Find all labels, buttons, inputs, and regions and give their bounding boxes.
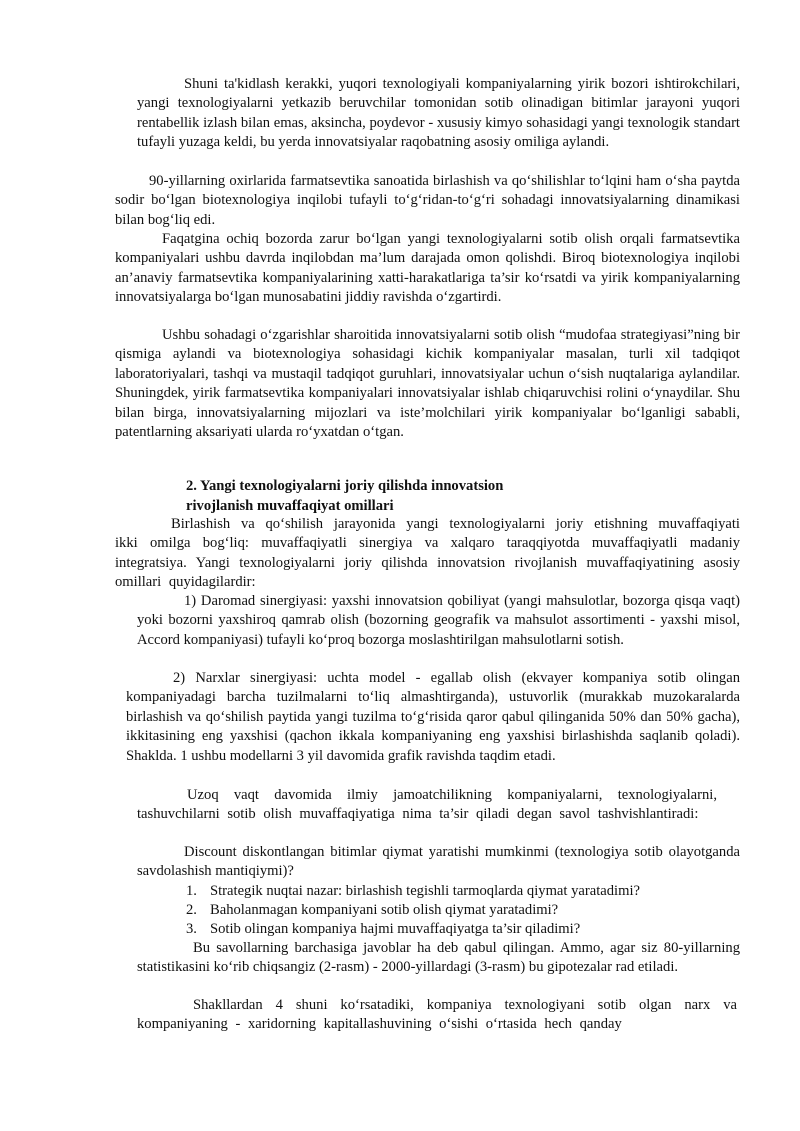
section-heading-line-2: rivojlanish muvaffaqiyat omillari xyxy=(186,498,394,514)
question-text: Sotib olingan kompaniya hajmi muvaffaqiyatga ta’sir qiladimi? xyxy=(210,921,581,937)
paragraph-scientific-question: Uzoq vaqt davomida ilmiy jamoatchilikning kompaniyalarni, texnologiyalarni, tashuvchilarni sotib olish muvaffaqiyatiga nima ta’sir qiladi degan savol tashvishlantiradi: xyxy=(137,787,717,823)
section-heading-line-1: 2. Yangi texnologiyalarni joriy qilishda innovatsion xyxy=(186,478,504,494)
question-number: 2. xyxy=(186,902,197,918)
question-item-strategic xyxy=(186,882,640,901)
paragraph-success-factors-intro: Birlashish va qo‘shilish jarayonida yangi texnologiyalarni joriy etishning muvaffaqiyati ikki omilga bog‘liq: muvaffaqiyatli sinergiya va xalqaro taraqqiyotda muvaffaqiyatli madaniy integratsiya. Yangi texnologiyalarni joriy qilishda innovatsion rivojlanish muvaffaqiyatining asosiy omillari quyidagilardir: xyxy=(115,516,740,591)
paragraph-figure-4-findings: Shakllardan 4 shuni ko‘rsatadiki, kompaniya texnologiyani sotib olgan narx va kompaniyaning - xaridorning kapitallashuvining o‘sishi o‘rtasida hech qanday xyxy=(137,997,737,1033)
paragraph-pharma-mergers: 90-yillarning oxirlarida farmatsevtika sanoatida birlashish va qo‘shilishlar to‘lqini ham o‘sha paytda sodir bo‘lgan biotexnologiya inqilobi tufayli to‘g‘ridan-to‘g‘ri sohadagi innovatsiyalarning dinamikasi bilan bog‘liq edi. xyxy=(115,173,740,228)
question-number: 3. xyxy=(186,921,197,937)
question-number: 1. xyxy=(186,883,197,899)
question-text: Baholanmagan kompaniyani sotib olish qiymat yaratadimi? xyxy=(210,902,559,918)
question-item-unvalued-company xyxy=(186,901,558,920)
paragraph-discount-question: Discount diskontlangan bitimlar qiymat yaratishi mumkinmi (texnologiya sotib olayotganda savdolashish mantiqiymi)? xyxy=(137,844,740,880)
paragraph-statistics-answers: Bu savollarning barchasiga javoblar ha deb qabul qilingan. Ammo, agar siz 80-yillarning statistikasini ko‘rib chiqsangiz (2-rasm) - 2000-yillardagi (3-rasm) bu gipotezalar rad etiladi. xyxy=(137,940,740,976)
section-heading xyxy=(186,476,503,516)
paragraph-technology-acquisitions: Shuni ta'kidlash kerakki, yuqori texnologiyali kompaniyalarning yirik bozori ishtirokchilari, yangi texnologiyalarni yetkazib beruvchilar tomonidan sotib olinadigan bitimlar jarayoni yuqori rentabellik izlash bilan emas, aksincha, poydevor - xususiy kimyo sohasidagi yangi texnologik standart tufayli yuzaga keldi, bu yerda innovatsiyalar raqobatning asosiy omiliga aylandi. xyxy=(137,76,740,151)
list-item-price-synergy: 2) Narxlar sinergiyasi: uchta model - egallab olish (ekvayer kompaniya sotib olingan kompaniyadagi barcha tuzilmalarni to‘liq almashtirganda), ustuvorlik (murakkab muzokaralarda birlashish va qo‘shilish paytida yangi tuzilma to‘g‘risida qaror qabul qilinganida 50% dan 50% gacha), ikkitasining eng yaxshisi (qachon ikkala kompaniyaning eng yaxshisi birlashishda saqlanib qoladi). Shaklda. 1 ushbu modellarni 3 yil davomida grafik ravishda taqdim etadi. xyxy=(126,670,740,764)
paragraph-defense-strategy: Ushbu sohadagi o‘zgarishlar sharoitida innovatsiyalarni sotib olish “mudofaa strategiyasi”ning bir qismiga aylandi va biotexnologiya sohasidagi kichik kompaniyalar masalan, turli xil tadqiqot laboratoriyalari, tashqi va mustaqil tadqiqot guruhlari, innovatsiyalar uchun o‘sish nuqtalariga aylandilar. Shuningdek, yirik farmatsevtika kompaniyalari innovatsiyalar ishlab chiqaruvchisi rolini o‘ynaydilar. Shu bilan birga, innovatsiyalarning mijozlari va iste’molchilari yirik kompaniyalar bo‘lganligi sababli, patentlarning aksariyati ularda ro‘yxatdan o‘tgan. xyxy=(115,327,740,441)
paragraph-biotech-revolution: Faqatgina ochiq bozorda zarur bo‘lgan yangi texnologiyalarni sotib olish orqali farmatsevtika kompaniyalari ushbu davrda inqilobdan ma’lum darajada omon qolishdi. Biroq biotexnologiya inqilobi an’anaviy farmatsevtika kompaniyalarining xatti-harakatlariga ta’sir ko‘rsatdi va yirik kompaniyalarning innovatsiyalarga bo‘lgan munosabatini jiddiy ravishda o‘zgartirdi. xyxy=(115,231,740,306)
question-item-company-size xyxy=(186,920,580,939)
list-item-revenue-synergy: 1) Daromad sinergiyasi: yaxshi innovatsion qobiliyat (yangi mahsulotlar, bozorga qisqa vaqt) yoki bozorni yaxshiroq qamrab olish (bozorning geografik va mahsulot assortimenti - yaxshi misol, Accord kompaniyasi) tufayli ko‘proq bozorga moslashtirilgan mahsulotlarni sotish. xyxy=(137,593,740,648)
question-text: Strategik nuqtai nazar: birlashish tegishli tarmoqlarda qiymat yaratadimi? xyxy=(210,883,640,899)
